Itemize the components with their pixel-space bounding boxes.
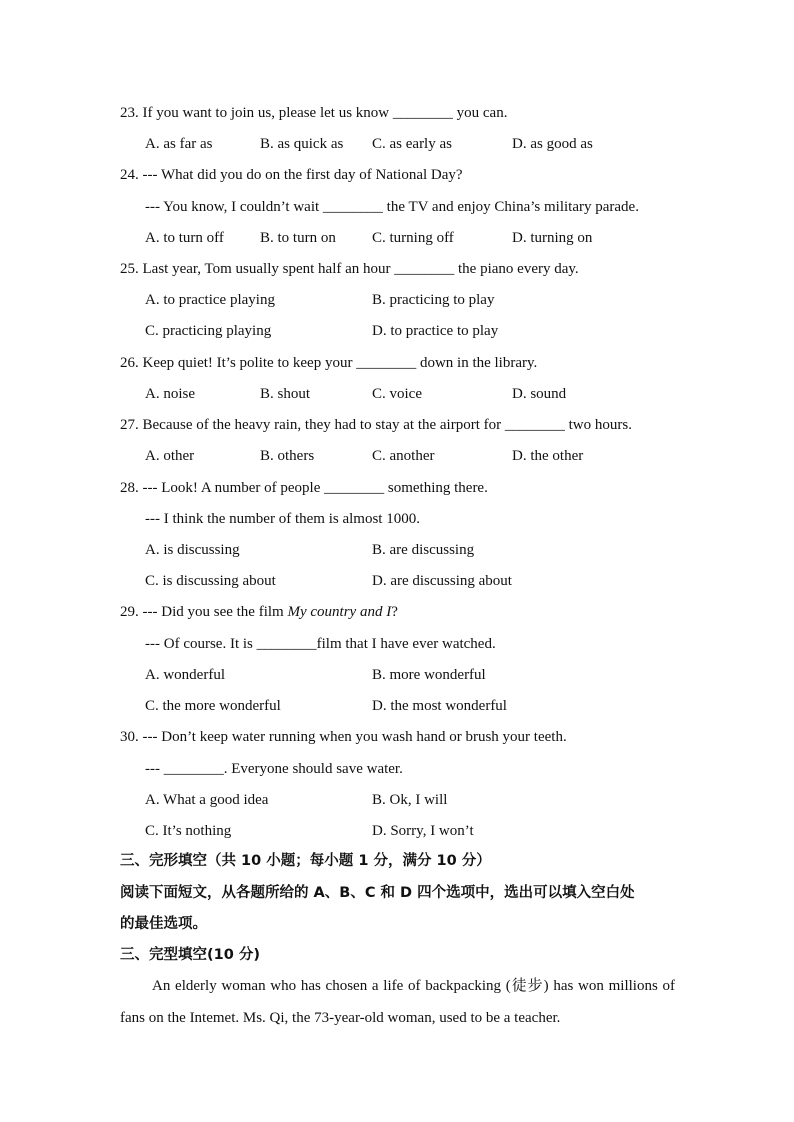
- question-24-stem: 24. --- What did you do on the first day of National Day?: [120, 167, 463, 183]
- q29-option-c: C. the more wonderful: [145, 698, 281, 714]
- q27-option-a: A. other: [145, 448, 195, 464]
- q28-option-d: D. are discussing about: [372, 573, 512, 589]
- q30-option-a: A. What a good idea: [145, 792, 269, 808]
- q27-option-c: C. another: [372, 448, 435, 464]
- q23-option-c: C. as early as: [372, 136, 452, 152]
- q30-option-d: D. Sorry, I won’t: [372, 823, 474, 839]
- q26-option-b: B. shout: [260, 386, 311, 402]
- q26-option-c: C. voice: [372, 386, 422, 402]
- q28-option-c: C. is discussing about: [145, 573, 276, 589]
- q29-option-b: B. more wonderful: [372, 667, 486, 683]
- q27-option-b: B. others: [260, 448, 315, 464]
- question-29-line2: --- Of course. It is ________film that I have ever watched.: [145, 636, 496, 652]
- q23-option-b: B. as quick as: [260, 136, 344, 152]
- q26-option-a: A. noise: [145, 386, 195, 402]
- q25-option-c: C. practicing playing: [145, 323, 272, 339]
- q23-option-d: D. as good as: [512, 136, 593, 152]
- question-30-stem: 30. --- Don’t keep water running when you wash hand or brush your teeth.: [120, 729, 567, 745]
- q28-option-b: B. are discussing: [372, 542, 475, 558]
- question-25-stem: 25. Last year, Tom usually spent half an hour ________ the piano every day.: [120, 261, 579, 277]
- q23-option-a: A. as far as: [145, 136, 213, 152]
- question-26-stem: 26. Keep quiet! It’s polite to keep your ________ down in the library.: [120, 355, 538, 371]
- q25-option-b: B. practicing to play: [372, 292, 495, 308]
- passage-paragraph: An elderly woman who has chosen a life of backpacking (徒步) has won millions of fans on the Intemet. Ms. Qi, the 73-year-old woman, used to be a teacher.: [120, 978, 675, 1026]
- question-23-stem: 23. If you want to join us, please let us know ________ you can.: [120, 105, 508, 121]
- q25-option-a: A. to practice playing: [145, 292, 275, 308]
- q25-option-d: D. to practice to play: [372, 323, 499, 339]
- q24-option-d: D. turning on: [512, 230, 593, 246]
- q30-option-b: B. Ok, I will: [372, 792, 448, 808]
- q24-option-b: B. to turn on: [260, 230, 336, 246]
- q26-option-d: D. sound: [512, 386, 567, 402]
- film-title: My country and I: [287, 604, 392, 620]
- q28-option-a: A. is discussing: [145, 542, 240, 558]
- q29-stem-suffix: ?: [391, 604, 398, 620]
- section-heading: 三、完形填空（共 10 小题；每小题 1 分，满分 10 分）: [120, 853, 491, 869]
- section-instruction-line1: 阅读下面短文，从各题所给的 A、B、C 和 D 四个选项中，选出可以填入空白处: [120, 885, 635, 901]
- question-29-stem: [120, 603, 398, 621]
- q24-option-a: A. to turn off: [145, 230, 224, 246]
- q27-option-d: D. the other: [512, 448, 584, 464]
- section-subheading: 三、完型填空(10 分): [120, 947, 260, 963]
- question-27-stem: 27. Because of the heavy rain, they had to stay at the airport for ________ two hours.: [120, 417, 632, 433]
- question-28-line2: --- I think the number of them is almost 1000.: [145, 511, 420, 527]
- question-30-line2: --- ________. Everyone should save water.: [145, 761, 403, 777]
- q24-option-c: C. turning off: [372, 230, 454, 246]
- section-instruction-line2: 的最佳选项。: [120, 916, 207, 932]
- q29-option-d: D. the most wonderful: [372, 698, 507, 714]
- q29-stem-prefix: 29. --- Did you see the film: [120, 604, 288, 620]
- question-28-stem: 28. --- Look! A number of people ________ something there.: [120, 480, 488, 496]
- question-24-line2: --- You know, I couldn’t wait ________ the TV and enjoy China’s military parade.: [145, 199, 639, 215]
- q29-option-a: A. wonderful: [145, 667, 225, 683]
- q30-option-c: C. It’s nothing: [145, 823, 232, 839]
